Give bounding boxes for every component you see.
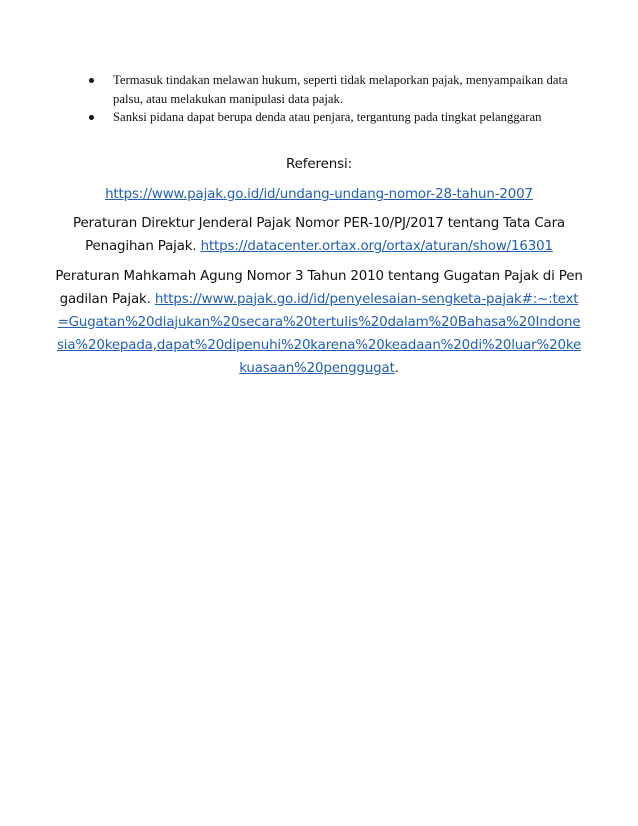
reference-entry (55, 265, 583, 380)
reference-link[interactable]: https://datacenter.ortax.org/ortax/aturan/show/16301 (200, 239, 553, 254)
references-section (55, 156, 583, 380)
references-heading: Referensi: (285, 157, 353, 172)
reference-text: Peraturan Direktur Jenderal Pajak Nomor PER-10/PJ/2017 tentang Tata Cara Penagihan Pajak. (73, 215, 565, 254)
reference-suffix: . (394, 360, 399, 376)
bullet-list (80, 71, 570, 127)
bullet-item (80, 71, 570, 108)
bullet-item (80, 108, 570, 127)
bullet-dot-icon (89, 78, 94, 83)
reference-entry (70, 212, 568, 259)
bullet-text: Sanksi pidana dapat berupa denda atau penjara, tergantung pada tingkat pelanggaran (113, 110, 542, 124)
reference-entry (70, 183, 568, 207)
bullet-dot-icon (89, 115, 94, 120)
bullet-text: Termasuk tindakan melawan hukum, seperti tidak melaporkan pajak, menyampaikan data palsu, atau melakukan manipulasi data pajak. (113, 73, 568, 106)
reference-link[interactable]: https://www.pajak.go.id/id/penyelesaian-sengketa-pajak#:~:text=Gugatan%20diajukan%20secara%20tertulis%20dalam%20Bahasa%20Indonesia%20kepada,dapat%20dipenuhi%20karena%20keadaan%20di%20luar%20kekuasaan%20penggugat (56, 291, 582, 376)
reference-link[interactable]: https://www.pajak.go.id/id/undang-undang-nomor-28-tahun-2007 (105, 187, 533, 202)
reference-text: Peraturan Mahkamah Agung Nomor 3 Tahun 2010 tentang Gugatan Pajak di Pengadilan Pajak. (55, 268, 583, 307)
